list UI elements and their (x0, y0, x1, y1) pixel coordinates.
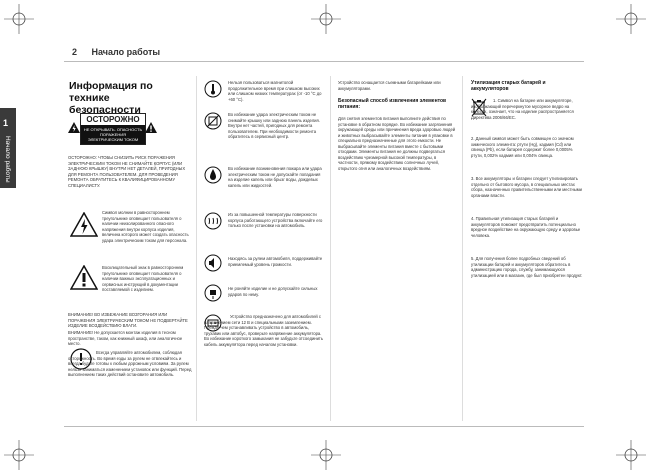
caution-box-title: ОСТОРОЖНО (86, 115, 140, 124)
crop-mark-icon (616, 440, 646, 470)
column-divider (462, 76, 463, 421)
driving-warning: Всегда управляйте автомобилем, соблюдая осторожность. Во время езды за рулем не отвлекайтесь и всегда будьте готовы к любым дорожным условиям. За рулем нельзя заниматься изменением установок или функций. Перед выполнением таких действий остановите автомобиль. (68, 350, 192, 377)
volume-icon (204, 254, 222, 272)
lightning-symbol-text: Символ молнии в равностороннем треугольнике оповещает пользователя о наличии неизолированного опасного напряжения внутри корпуса изделия, величина которого может создать опасность удара электрическим током для персонала. (102, 210, 189, 243)
safety-item-temperature: Нельзя пользоваться магнитолой продолжительное время при слишком высоких или слишком низких температурах (от -10 °C до +60 °C). (228, 80, 322, 102)
safety-item-volume: Находясь за рулем автомобиля, поддерживайте приемлемый уровень громкости. (228, 256, 323, 267)
footer-divider (64, 426, 584, 427)
chapter-tab-label: Начало работы (4, 136, 11, 183)
page-number: 2 (72, 47, 78, 57)
safe-removal-heading: Безопасный способ извлечения элементов питания: (338, 98, 447, 110)
disposal-point-1: 1. Символ на батарее или аккумуляторе, изображающий перечеркнутое мусорное ведро на колесах, означает, что на изделие распространяется Директива 2006/66/EC. (471, 98, 574, 120)
column-divider (196, 76, 197, 421)
crop-mark-icon (4, 4, 34, 34)
lightning-triangle-icon (70, 212, 98, 237)
safety-item-voltage: Устройство предназначено для автомобилей с напряжением сети 12 В и специальными заземлением. Прежде чем устанавливать устройство в автомобиль, трухавик или автобус, проверьте напряжение аккумулятора. Во избежание короткого замыкания не забудьте отсоединить кабель аккумулятора перед началом установки. (204, 314, 324, 347)
exclamation-warning-icon (145, 122, 157, 133)
safety-item-cover: Во избежание удара электрическим током не снимайте крышку или заднюю панель изделия. Внутри нет частей, пригодных для ремонта пользователем. При необходимости ремонта обратитесь в сервисный центр. (228, 112, 320, 139)
page-header (72, 47, 172, 57)
no-water-icon (204, 166, 222, 184)
section-title: Начало работы (91, 47, 161, 57)
no-disassembly-icon (204, 112, 222, 130)
safety-item-heat: Из за повышенной температуры поверхности корпуса работающего устройства включайте его только после установки на автомобиль. (228, 212, 323, 228)
crop-mark-icon (4, 440, 34, 470)
moisture-warning: ВНИМАНИЕ! ВО ИЗБЕЖАНИЕ ВОЗГОРАНИЯ ИЛИ ПОРАЖЕНИЯ ЭЛЕКТРИЧЕСКИМ ТОКОМ НЕ ПОДВЕРГАЙТЕ ИЗДЕЛИЕ ВОЗДЕЙСТВИЮ ВЛАГИ. (68, 312, 188, 328)
hot-surface-icon (204, 212, 222, 230)
crop-mark-icon (311, 4, 341, 34)
column-divider (330, 76, 331, 421)
disposal-point-3: 3. Все аккумуляторы и батареи следует утилизировать отдельно от бытового мусора, в специальных местах сбора, назначенных правительственными или местными органами власти. (471, 176, 583, 198)
temperature-icon (204, 80, 222, 98)
disposal-point-5: 5. Для получения более подробных сведений об утилизации батарей и аккумуляторов обратитесь в администрацию города, службу, занимающуюся утилизацией или в магазин, где был приобретен продукт. (471, 256, 583, 278)
caution-box (80, 113, 146, 145)
disposal-heading: Утилизация старых батарей и аккумуляторов (471, 80, 546, 92)
installation-warning: ВНИМАНИЕ! Не допускается монтаж изделия в тесном пространстве, таком, как книжный шкаф, или аналогичное место. (68, 330, 183, 346)
disposal-point-2: 2. Данный символ может быть совмещен со значком химического элемента: ртути (Hg), кадмия (Cd) или свинца (Pb), если батарея содержит более 0,0005% ртути, 0,002% кадмия или 0,004% свинца. (471, 136, 574, 158)
caution-box-subtitle: НЕ ОТКРЫВАТЬ. ОПАСНОСТЬ ПОРАЖЕНИЯ ЭЛЕКТРИЧЕСКИМ ТОКОМ (81, 125, 145, 144)
crop-mark-icon (616, 4, 646, 34)
disposal-point-4: 4. Правильная утилизация старых батарей и аккумуляторов поможет предотвратить потенциально вредное воздействие на окружающую среду и здоровье человека. (471, 216, 581, 238)
header-divider (64, 61, 584, 62)
lightning-warning-icon (68, 122, 80, 133)
safety-item-water: Во избежание возникновения пожара или удара электрическим током не допускайте попадания на изделие капель или брызг воды, дождевых капель или жидкостей. (228, 166, 322, 188)
page-title: Информация по технике безопасности (69, 80, 153, 116)
safe-removal-text: Для снятия элементов питания выполните действия по установке в обратном порядке. Во избежание загрязнения окружающей среды или причинения вреда здоровью людей и животных выбрасывайте элементы питания в упаковке в специально предназначенные для этого емкости. Не выбрасывайте элементы питания вместе с бытовыми отходами. Элементы питания не должны подвергаться воздействию чрезмерной высокой температуры, в частности, прямому воздействию солнечных лучей, открытого огня или аналогичных воздействиям. (338, 116, 456, 171)
exclamation-symbol-text: Восклицательный знак в равностороннем треугольнике оповещает пользователя о наличии важных эксплуатационных и сервисных инструкций в документации поставляемой с изделием. (102, 265, 184, 292)
no-drop-icon (204, 284, 222, 302)
caution-text: ОСТОРОЖНО: ЧТОБЫ СНИЗИТЬ РИСК ПОРАЖЕНИЯ ЭЛЕКТРИЧЕСКИМ ТОКОМ НЕ СНИМАЙТЕ КОРПУС (ИЛИ ЗАДНЮЮ КРЫШКУ) ВНУТРИ НЕТ ДЕТАЛЕЙ, ПРИГОДНЫХ ДЛЯ РЕМОНТА ПОЛЬЗОВАТЕЛЕМ. ДЛЯ ПРОВЕДЕНИЯ РЕМОНТА ОБРАТИТЕСЬ К КВАЛИФИЦИРОВАННОМУ СПЕЦИАЛИСТУ. (68, 155, 186, 188)
exclamation-triangle-icon (70, 265, 98, 290)
safety-item-drop: Не роняйте изделие и не допускайте сильных ударов по нему. (228, 286, 318, 297)
crop-mark-icon (311, 440, 341, 470)
removable-battery-intro: Устройство оснащается съемными батарейками или аккумуляторами. (338, 80, 441, 91)
chapter-tab-number: 1 (3, 118, 9, 128)
